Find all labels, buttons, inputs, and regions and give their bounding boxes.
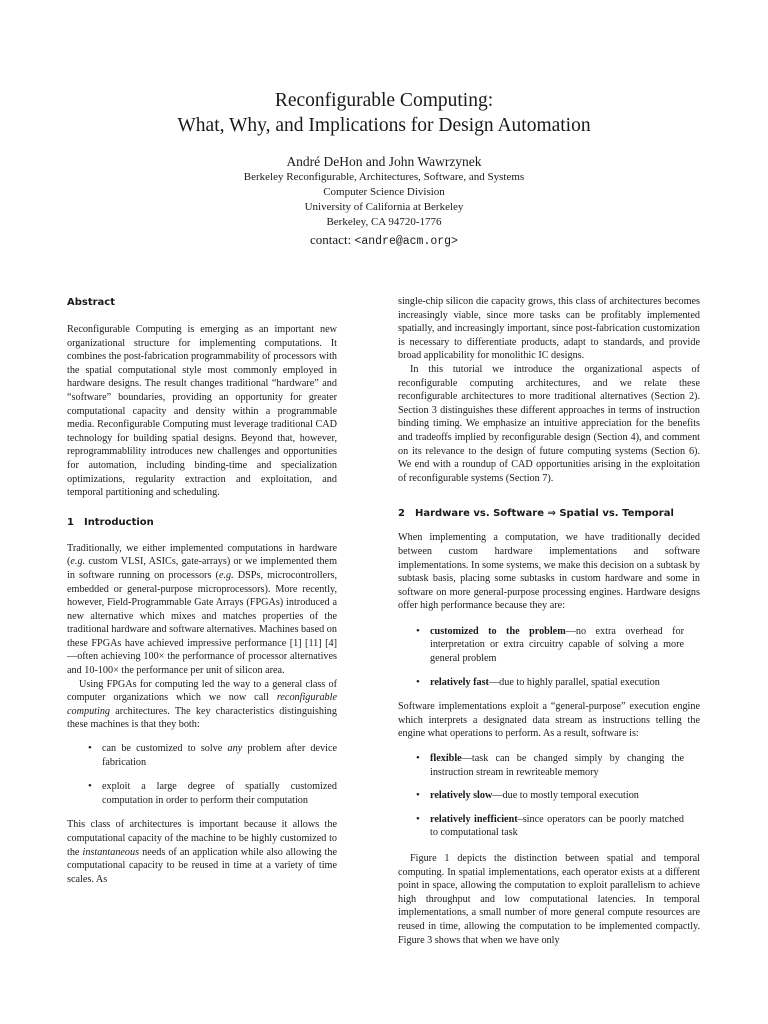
software-bullet-list xyxy=(414,752,684,840)
intro-paragraph-1 xyxy=(67,542,337,678)
abstract-heading: Abstract xyxy=(67,297,116,308)
intro-p3-part-b: needs of an application while also allowing the computational capacity to be reused in time at a variety of time scales. As xyxy=(67,846,338,885)
intro-p1-eg-2: e.g. xyxy=(218,569,234,581)
hardware-bullet xyxy=(414,625,684,666)
intro-bullet-list xyxy=(86,742,337,807)
bullet-glyph: • xyxy=(416,812,420,825)
intro-bullet-1-emphasis: any xyxy=(227,743,243,755)
bullet-glyph: • xyxy=(88,742,92,755)
intro-p1-eg-1: e.g. xyxy=(70,556,86,568)
title-line-2: What, Why, and Implications for Design Automation xyxy=(177,115,591,136)
software-bullet-desc: —due to mostly temporal execution xyxy=(492,790,639,802)
left-column xyxy=(67,296,337,886)
intro-bullet-1-part-a: can be customized to solve xyxy=(102,743,228,755)
paper-header xyxy=(0,88,768,250)
intro-p1-part-b: custom VLSI, ASICs, gate-arrays) or we implemented them in software running on processors ( xyxy=(67,556,337,581)
intro-bullet-1 xyxy=(86,742,337,769)
right-column xyxy=(398,295,700,947)
section-1-title: Introduction xyxy=(83,516,154,528)
affiliation-group: Berkeley Reconfigurable, Architectures, Software, and Systems xyxy=(243,171,525,183)
hardware-bullet-term: customized to the problem xyxy=(430,625,566,637)
contact-label: contact: xyxy=(310,232,352,247)
section-2-heading xyxy=(398,507,700,521)
author-names: André DeHon and John Wawrzynek xyxy=(286,154,482,169)
intro-p2-part-b: architectures. The key characteristics distinguishing these machines is that they both: xyxy=(67,705,337,731)
intro-bullet-1-part-b: problem after device fabrication xyxy=(102,743,337,768)
hardware-bullet-desc: —no extra overhead for interpretation or extra circuitry capable of solving a more general problem xyxy=(430,625,684,665)
section-2-title: Hardware vs. Software ⇒ Spatial vs. Temporal xyxy=(414,508,674,520)
intro-p2-part-a: Using FPGAs for computing led the way to a general class of computer organizations which we now call xyxy=(67,678,337,704)
section-1-number: 1 xyxy=(67,516,74,528)
software-bullet xyxy=(414,789,684,803)
intro-bullet-2-text: exploit a large degree of spatially customized computation in order to perform their computation xyxy=(102,781,337,806)
software-bullet-term: relatively slow xyxy=(430,790,493,802)
software-bullet-desc: —task can be changed simply by changing the instruction stream in rewriteable memory xyxy=(430,753,684,778)
section-2-paragraph-1: When implementing a computation, we have traditionally decided between custom hardware implementations and software implementations. In some systems, we make this decision on a subtask by subtask basis, placing some subtasks in custom hardware and some in software on more general-purpose processing engines. Hardware designs offer high performance because they are: xyxy=(398,532,700,612)
section-2-number: 2 xyxy=(398,508,405,520)
affiliation-division: Computer Science Division xyxy=(323,186,445,198)
bullet-glyph: • xyxy=(416,789,420,802)
tutorial-overview-paragraph: In this tutorial we introduce the organizational aspects of reconfigurable computing architectures, and we relate these reconfigurable architectures to more traditional alternatives (Section 2). Section 3 distinguishes these different approaches in terms of instruction binding timing. We emphasize an intuitive appreciation for the benefits and tradeoffs implied by reconfigurable design (Section 4), and comment on its relevance to the design of future computing systems (Section 6). We end with a roundup of CAD opportunities arising in the exploitation of reconfigurable systems (Section 7). xyxy=(398,363,700,484)
intro-p2-emphasis: reconfigurable computing xyxy=(67,692,337,717)
bullet-glyph: • xyxy=(416,752,420,765)
abstract-text: Reconfigurable Computing is emerging as an important new organizational structure for implementing computations. It combines the post-fabrication programmability of processors with the spatial computational style most commonly employed in hardware designs. The result changes traditional “hardware” and “software” boundaries, providing an opportunity for greater computational capacity and density within a programmable media. Reconfigurable Computing must leverage traditional CAD technology for building spatial designs. Beyond that, however, reprogrammablility introduces new challenges and opportunities for automation, including binding-time and specialization optimizations, regularity extraction and exploitation, and temporal partitioning and scheduling. xyxy=(67,324,337,499)
intro-p1-part-c: DSPs, microcontrollers, embedded or general-purpose microprocessors). More recently, however, Field-Programmable Gate Arrays (FPGAs) introduced a new alternative which mixes and matches properties of the traditional hardware and software alternatives. Machines based on these FPGAs have achieved impressive performance [1] [11] [4]—often achieving 100× the performance of processor alternatives and 10-100× the performance per unit of silicon area. xyxy=(67,569,337,677)
software-bullet-desc: –since operators can be poorly matched to computational task xyxy=(430,813,684,839)
section-2-paragraph-3: Figure 1 depicts the distinction between spatial and temporal computing. In spatial implementations, each operator exists at a different point in space, allowing the computation to exploit parallelism to achieve high throughput and low computational latencies. In temporal implementations, a small number of more general compute resources are reused in time, allowing the computation to be implemented compactly. Figure 3 shows that when we have only xyxy=(398,853,700,946)
hardware-bullet-list xyxy=(414,625,684,689)
software-bullet xyxy=(414,813,684,840)
bullet-glyph: • xyxy=(416,624,420,637)
contact-line xyxy=(0,231,768,250)
continued-paragraph: single-chip silicon die capacity grows, this class of architectures becomes increasingly viable, since more tasks can be profitably implemented spatially, and increasingly important, since post-fabrication customization is necessary to differentiate products, adapt to standards, and provide broad applicability for monolithic IC designs. xyxy=(398,296,700,362)
title-line-1: Reconfigurable Computing: xyxy=(274,90,494,111)
software-bullet-term: relatively inefficient xyxy=(430,813,518,825)
affiliation-address: Berkeley, CA 94720-1776 xyxy=(326,216,442,228)
intro-paragraph-3 xyxy=(67,818,337,886)
section-2-paragraph-2: Software implementations exploit a “general-purpose” execution engine which interprets a designated data stream as instructions telling the engine what operations to perform. As a result, software is: xyxy=(398,701,700,740)
intro-p3-part-a: This class of architectures is important because it allows the computational capacity of the machine to be highly customized to the xyxy=(67,819,337,858)
software-bullet xyxy=(414,752,684,779)
affiliation-university: University of California at Berkeley xyxy=(304,201,464,213)
hardware-bullet xyxy=(414,676,684,690)
section-1-heading xyxy=(67,516,337,530)
bullet-glyph: • xyxy=(88,780,92,793)
bullet-glyph: • xyxy=(416,675,420,688)
hardware-bullet-term: relatively fast xyxy=(430,676,489,688)
contact-email-link[interactable]: <andre@acm.org> xyxy=(354,235,458,248)
hardware-bullet-desc: —due to highly parallel, spatial execution xyxy=(488,676,660,688)
intro-bullet-2 xyxy=(86,780,337,807)
intro-p1-part-a: Traditionally, we either implemented computations in hardware ( xyxy=(67,542,337,568)
software-bullet-term: flexible xyxy=(430,753,462,765)
paper-title xyxy=(0,88,768,138)
intro-paragraph-2 xyxy=(67,678,337,732)
intro-p3-emphasis: instantaneous xyxy=(82,846,140,858)
